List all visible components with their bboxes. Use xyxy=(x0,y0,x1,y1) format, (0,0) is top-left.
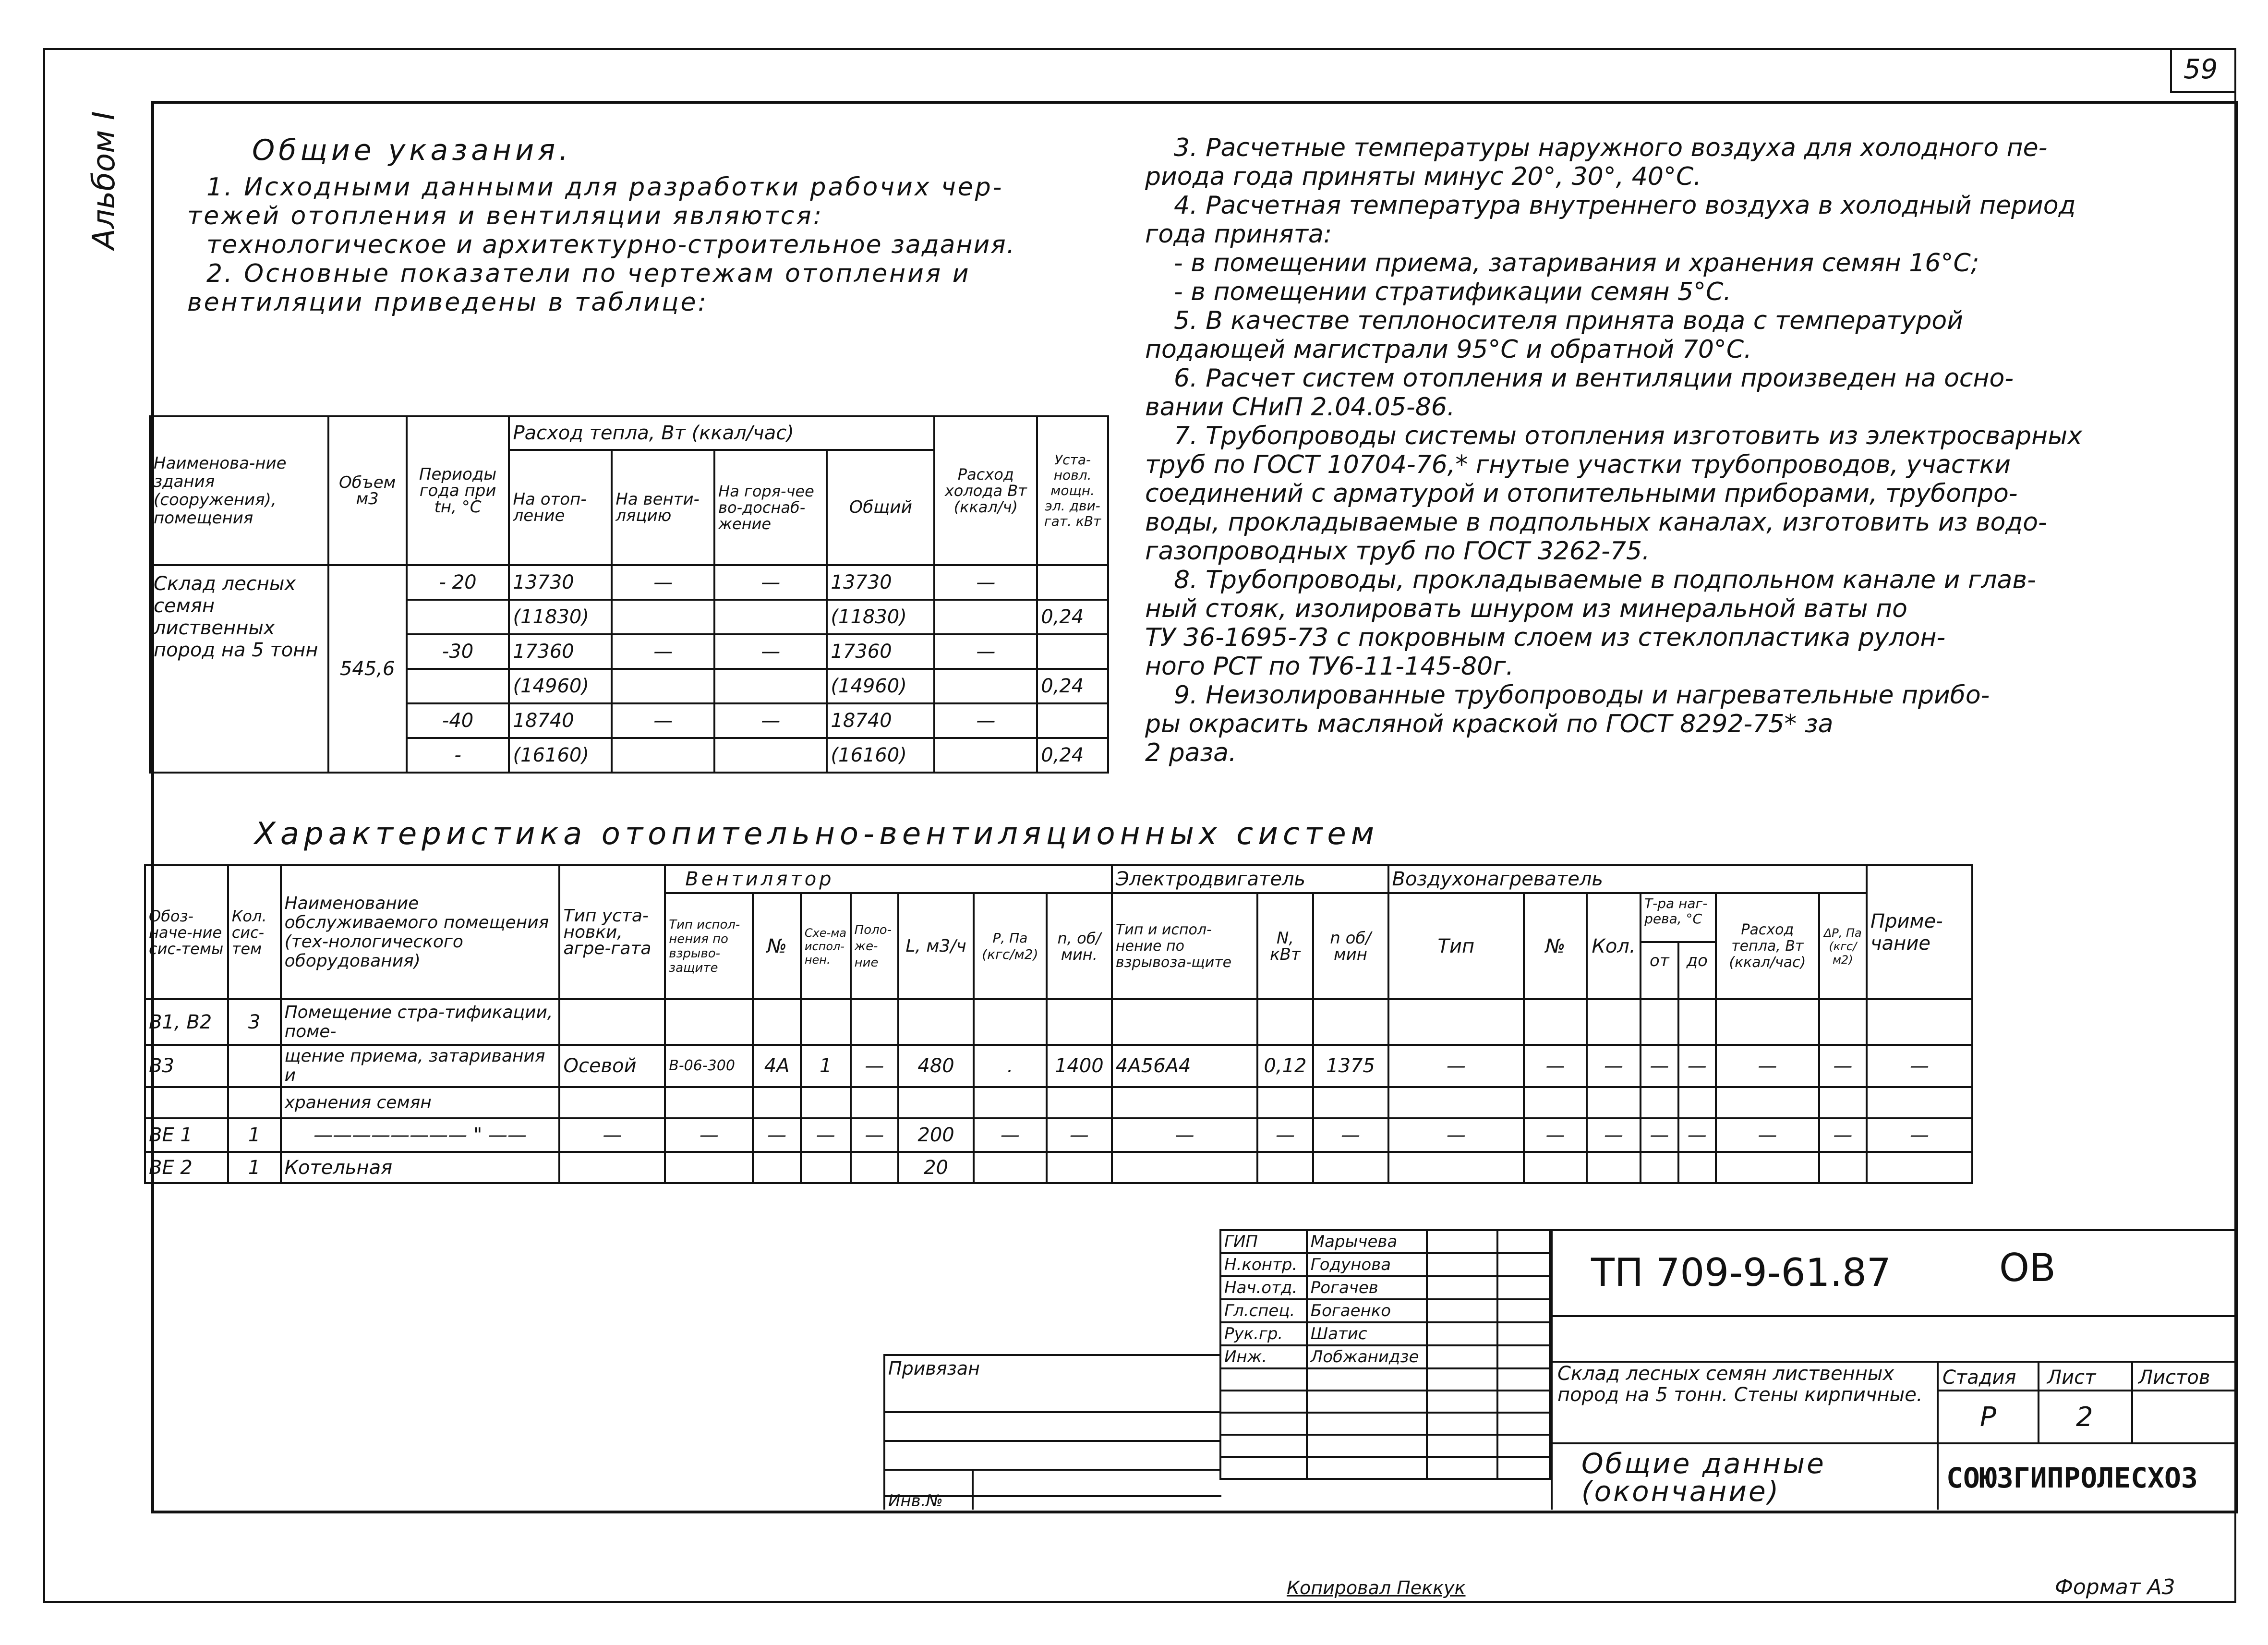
col-count: Кол. сис-тем xyxy=(228,865,281,999)
cell-heater-count: — xyxy=(1587,1118,1641,1152)
signer-row xyxy=(1220,1230,1550,1253)
indicators-table xyxy=(149,415,1109,774)
note-line: вании СНиП 2.04.05-86. xyxy=(1145,393,1455,422)
note-line: 2. Основные показатели по чертежам отопления и xyxy=(206,259,971,288)
table-row xyxy=(145,1152,1972,1183)
col-temp-from: от xyxy=(1641,943,1679,998)
note-line: ный стояк, изолировать шнуром из минеральной ваты по xyxy=(1145,594,1907,623)
cell-hw xyxy=(714,669,827,703)
col-heating-header: На отоп-ление xyxy=(509,450,612,565)
cell-total: 18740 xyxy=(827,703,934,738)
attached-block xyxy=(883,1354,1221,1510)
signer-role: Инж. xyxy=(1220,1345,1307,1368)
cell-served: Помещение стра-тификации, поме- xyxy=(281,999,560,1045)
cell-note: — xyxy=(1867,1118,1972,1152)
col-cold-header: Расход холода Вт (ккал/ч) xyxy=(934,416,1037,565)
col-note: Приме-чание xyxy=(1867,865,1972,999)
cell-period: - 20 xyxy=(407,565,509,600)
building-name: Склад лесных семян лиственных пород на 5 тонн xyxy=(150,565,328,773)
cell-total: (16160) xyxy=(827,738,934,773)
col-fan-speed: n, об/мин. xyxy=(1047,893,1112,999)
cell-hw xyxy=(714,738,827,773)
copied-label: Копировал Пеккук xyxy=(1287,1577,1466,1598)
note-line: подающей магистрали 95°С и обратной 70°С. xyxy=(1145,335,1752,364)
signer-role: Н.контр. xyxy=(1220,1253,1307,1276)
doc-code: ТП 709-9-61.87 xyxy=(1591,1250,1891,1295)
cell-motor-speed: 1375 xyxy=(1313,1045,1388,1087)
signer-row xyxy=(1220,1276,1550,1299)
note-line: года принята: xyxy=(1145,220,1332,249)
cell-designation: ВЕ 2 xyxy=(145,1152,228,1183)
cell-heat-use: — xyxy=(1716,1118,1819,1152)
cell-heating: (16160) xyxy=(509,738,612,773)
notes-right xyxy=(1145,133,2083,767)
note-line: ТУ 36-1695-73 с покровным слоем из стеклопластика рулон- xyxy=(1145,623,1946,652)
sheet-label: Лист xyxy=(2047,1367,2096,1389)
cell-heater-no: — xyxy=(1524,1118,1587,1152)
note-line: - в помещении приема, затаривания и хранения семян 16°С; xyxy=(1174,249,1979,278)
cell-temp-to: — xyxy=(1678,1045,1716,1087)
signer-row xyxy=(1220,1253,1550,1276)
cell-total: (14960) xyxy=(827,669,934,703)
table-row xyxy=(145,999,1972,1045)
cell-count: 1 xyxy=(228,1118,281,1152)
signer-role: Рук.гр. xyxy=(1220,1322,1307,1345)
cell-served: Котельная xyxy=(281,1152,560,1183)
cell-speed: 1400 xyxy=(1047,1045,1112,1087)
cell-hw: — xyxy=(714,703,827,738)
col-motor-speed: n об/мин xyxy=(1313,893,1388,999)
signer-name: Богаенко xyxy=(1307,1299,1427,1322)
cell-count xyxy=(228,1045,281,1087)
note-line: 7. Трубопроводы системы отопления изготовить из электросварных xyxy=(1174,422,2083,450)
col-temp-to: до xyxy=(1686,951,1708,970)
table-row xyxy=(150,565,1108,600)
cell-scheme: 1 xyxy=(801,1045,851,1087)
col-heater: Воздухонагреватель xyxy=(1388,865,1867,893)
cell-period: -30 xyxy=(407,634,509,669)
cell-total: 17360 xyxy=(827,634,934,669)
cell-power xyxy=(1037,703,1108,738)
cell-pressure: — xyxy=(974,1118,1047,1152)
cell-cold: — xyxy=(934,565,1037,600)
cell-note: — xyxy=(1867,1045,1972,1087)
cell-count: 3 xyxy=(228,999,281,1045)
col-power-header: Уста-новл. мощн. эл. дви-гат. кВт xyxy=(1037,416,1108,565)
drawing-title: Общие данные (окончание) xyxy=(1581,1447,1826,1508)
cell-hw: — xyxy=(714,634,827,669)
signer-role: Гл.спец. xyxy=(1220,1299,1307,1322)
cell-vent: — xyxy=(612,565,714,600)
signer-name: Рогачев xyxy=(1307,1276,1427,1299)
cell-position: — xyxy=(851,1118,898,1152)
note-line: 2 раза. xyxy=(1145,738,1237,767)
cell-total: (11830) xyxy=(827,600,934,634)
note-line: 8. Трубопроводы, прокладываемые в подпольном канале и глав- xyxy=(1174,566,2036,594)
cell-pressure: . xyxy=(974,1045,1047,1087)
cell-heater-dp: — xyxy=(1819,1118,1867,1152)
note-line: 5. В качестве теплоносителя принята вода с температурой xyxy=(1174,306,1963,335)
cell-heater-type: — xyxy=(1388,1118,1524,1152)
signer-role: ГИП xyxy=(1220,1230,1307,1253)
cell-designation: В3 xyxy=(145,1045,228,1087)
cell-fantype: В-06-300 xyxy=(665,1045,753,1087)
note-line: вентиляции приведены в таблице: xyxy=(187,288,709,317)
col-fan-scheme: Схе-ма испол-нен. xyxy=(801,893,851,999)
col-heater-no: № xyxy=(1524,893,1587,999)
cell-motor-type: — xyxy=(1112,1118,1258,1152)
cell-heating: 18740 xyxy=(509,703,612,738)
note-line: воды, прокладываемые в подпольных каналах, изготовить из водо- xyxy=(1145,508,2047,537)
cell-designation: ВЕ 1 xyxy=(145,1118,228,1152)
note-line: 1. Исходными данными для разработки рабочих чер- xyxy=(206,173,1004,202)
col-volume-header: Объем м3 xyxy=(328,416,407,565)
col-fan-position: Поло-же-ние xyxy=(851,893,898,999)
signer-name: Лобжанидзе xyxy=(1307,1345,1427,1368)
cell-power: 0,24 xyxy=(1037,600,1108,634)
cell-cold xyxy=(934,738,1037,773)
col-heat-use: Расход тепла, Вт (ккал/час) xyxy=(1716,893,1819,999)
building-volume: 545,6 xyxy=(328,565,407,773)
cell-heater-dp: — xyxy=(1819,1045,1867,1087)
col-heat-header: Расход тепла, Вт (ккал/час) xyxy=(509,416,934,450)
col-total-header: Общий xyxy=(827,450,934,565)
stage-value: Р xyxy=(1980,1402,1996,1433)
note-line: 4. Расчетная температура внутреннего воздуха в холодный период xyxy=(1174,191,2076,220)
cell-motor-power: 0,12 xyxy=(1257,1045,1313,1087)
col-fan-flow: L, м3/ч xyxy=(898,893,974,999)
col-fan: Вентилятор xyxy=(665,865,1112,893)
col-motor-type: Тип и испол-нение по взрывоза-щите xyxy=(1112,893,1258,999)
signer-row xyxy=(1220,1345,1550,1368)
note-line: газопроводных труб по ГОСТ 3262-75. xyxy=(1145,537,1650,566)
cell-cold xyxy=(934,669,1037,703)
cell-flow: 200 xyxy=(898,1118,974,1152)
cell-heating: 13730 xyxy=(509,565,612,600)
cell-count: 1 xyxy=(228,1152,281,1183)
cell-temp-to: — xyxy=(1678,1118,1716,1152)
cell-motor-power: — xyxy=(1257,1118,1313,1152)
cell-served: щение приема, затаривания и xyxy=(281,1045,560,1087)
note-line: тежей отопления и вентиляции являются: xyxy=(187,202,824,230)
cell-motor-speed: — xyxy=(1313,1118,1388,1152)
col-heater-type: Тип xyxy=(1388,893,1524,999)
cell-fan-no: 4А xyxy=(753,1045,800,1087)
col-vent-header: На венти-ляцию xyxy=(612,450,714,565)
signer-name: Годунова xyxy=(1307,1253,1427,1276)
col-fan-pressure: Р, Па (кгс/м2) xyxy=(974,893,1047,999)
note-line: соединений с арматурой и отопительными приборами, трубопро- xyxy=(1145,479,2018,508)
col-heater-dp: ΔР, Па (кгс/м2) xyxy=(1819,893,1867,999)
cell-heating: (14960) xyxy=(509,669,612,703)
col-unit-type: Тип уста-новки, агре-гата xyxy=(559,865,665,999)
cell-vent: — xyxy=(612,703,714,738)
cell-unit: — xyxy=(559,1118,665,1152)
cell-fan-no: — xyxy=(753,1118,800,1152)
note-line: риода года приняты минус 20°, 30°, 40°С. xyxy=(1145,162,1701,191)
note-line: - в помещении стратификации семян 5°С. xyxy=(1174,278,1732,306)
cell-speed: — xyxy=(1047,1118,1112,1152)
cell-heater-type: — xyxy=(1388,1045,1524,1087)
cell-period: -40 xyxy=(407,703,509,738)
sheets-label: Листов xyxy=(2138,1367,2210,1389)
cell-vent xyxy=(612,600,714,634)
cell-period xyxy=(407,669,509,703)
cell-heating: 17360 xyxy=(509,634,612,669)
note-line: труб по ГОСТ 10704-76,* гнутые участки трубопроводов, участки xyxy=(1145,450,2011,479)
cell-vent: — xyxy=(612,634,714,669)
notes-left xyxy=(187,173,1016,317)
signer-name: Марычева xyxy=(1307,1230,1427,1253)
systems-title: Характеристика отопительно-вентиляционных систем xyxy=(254,816,1379,852)
cell-fantype: — xyxy=(665,1118,753,1152)
inv-label: Инв.№ xyxy=(888,1491,943,1511)
note-line: технологическое и архитектурно-строительное задания. xyxy=(206,230,1016,259)
cell-served: хранения семян xyxy=(281,1087,560,1118)
object-name: Склад лесных семян лиственных пород на 5 тонн. Стены кирпичные. xyxy=(1557,1363,1923,1406)
note-line: 3. Расчетные температуры наружного воздуха для холодного пе- xyxy=(1174,133,2048,162)
stamp-main xyxy=(1551,1229,2237,1510)
cell-power: 0,24 xyxy=(1037,669,1108,703)
col-motor-power: N, кВт xyxy=(1257,893,1313,999)
col-air-temp xyxy=(1641,893,1716,999)
note-line: 6. Расчет систем отопления и вентиляции произведен на осно- xyxy=(1174,364,2014,393)
col-air-temp-label: Т-ра наг-рева, °С xyxy=(1641,894,1715,943)
cell-power: 0,24 xyxy=(1037,738,1108,773)
cell-cold: — xyxy=(934,634,1037,669)
doc-mark: ОВ xyxy=(1999,1246,2056,1290)
cell-flow: 20 xyxy=(898,1152,974,1183)
signer-role: Нач.отд. xyxy=(1220,1276,1307,1299)
cell-temp-from: — xyxy=(1641,1045,1678,1087)
cell-power xyxy=(1037,634,1108,669)
cell-hw xyxy=(714,600,827,634)
signers-grid xyxy=(1219,1229,1551,1480)
notes-title: Общие указания. xyxy=(252,133,572,167)
table-row xyxy=(145,1118,1972,1152)
cell-heating: (11830) xyxy=(509,600,612,634)
sheet-number: 59 xyxy=(2184,54,2218,85)
cell-total: 13730 xyxy=(827,565,934,600)
cell-period xyxy=(407,600,509,634)
signer-name: Шатис xyxy=(1307,1322,1427,1345)
cell-flow: 480 xyxy=(898,1045,974,1087)
cell-designation: В1, В2 xyxy=(145,999,228,1045)
album-label: Альбом I xyxy=(86,111,122,250)
cell-unit: Осевой xyxy=(559,1045,665,1087)
systems-table xyxy=(144,864,1973,1184)
signer-row xyxy=(1220,1322,1550,1345)
attached-label: Привязан xyxy=(888,1358,980,1379)
col-fan-type: Тип испол-нения по взрыво-защите xyxy=(665,893,753,999)
table-row xyxy=(145,1087,1972,1118)
cell-served: ———————— " —— xyxy=(281,1118,560,1152)
format-label: Формат А3 xyxy=(2055,1575,2175,1599)
note-line: ного РСТ по ТУ6-11-145-80г. xyxy=(1145,652,1514,681)
cell-vent xyxy=(612,669,714,703)
org-name: СОЮЗГИПРОЛЕСХОЗ xyxy=(1946,1462,2198,1494)
cell-motor-type: 4А56А4 xyxy=(1112,1045,1258,1087)
cell-heat-use: — xyxy=(1716,1045,1819,1087)
note-line: 9. Неизолированные трубопроводы и нагревательные прибо- xyxy=(1174,681,1990,710)
col-heater-count: Кол. xyxy=(1587,893,1641,999)
col-fan-no: № xyxy=(753,893,800,999)
cell-cold xyxy=(934,600,1037,634)
col-motor: Электродвигатель xyxy=(1112,865,1388,893)
signer-row xyxy=(1220,1299,1550,1322)
col-hotwater-header: На горя-чее во-доснаб-жение xyxy=(714,450,827,565)
cell-scheme: — xyxy=(801,1118,851,1152)
table-row xyxy=(145,1045,1972,1087)
cell-power xyxy=(1037,565,1108,600)
cell-position: — xyxy=(851,1045,898,1087)
col-designation: Обоз-наче-ние сис-темы xyxy=(145,865,228,999)
note-line: ры окрасить масляной краской по ГОСТ 8292-75* за xyxy=(1145,710,1834,738)
cell-cold: — xyxy=(934,703,1037,738)
cell-vent xyxy=(612,738,714,773)
col-name-header: Наименова-ние здания (сооружения), помещения xyxy=(150,416,328,565)
cell-temp-from: — xyxy=(1641,1118,1678,1152)
sheet-number-box xyxy=(2170,48,2234,93)
cell-heater-count: — xyxy=(1587,1045,1641,1087)
cell-heater-no: — xyxy=(1524,1045,1587,1087)
col-served: Наименование обслуживаемого помещения (тех-нологического оборудования) xyxy=(281,865,560,999)
stage-label: Стадия xyxy=(1942,1367,2016,1389)
col-periods-header: Периоды года при tн, °С xyxy=(407,416,509,565)
cell-period: - xyxy=(407,738,509,773)
cell-hw: — xyxy=(714,565,827,600)
sheet-value: 2 xyxy=(2076,1402,2093,1433)
